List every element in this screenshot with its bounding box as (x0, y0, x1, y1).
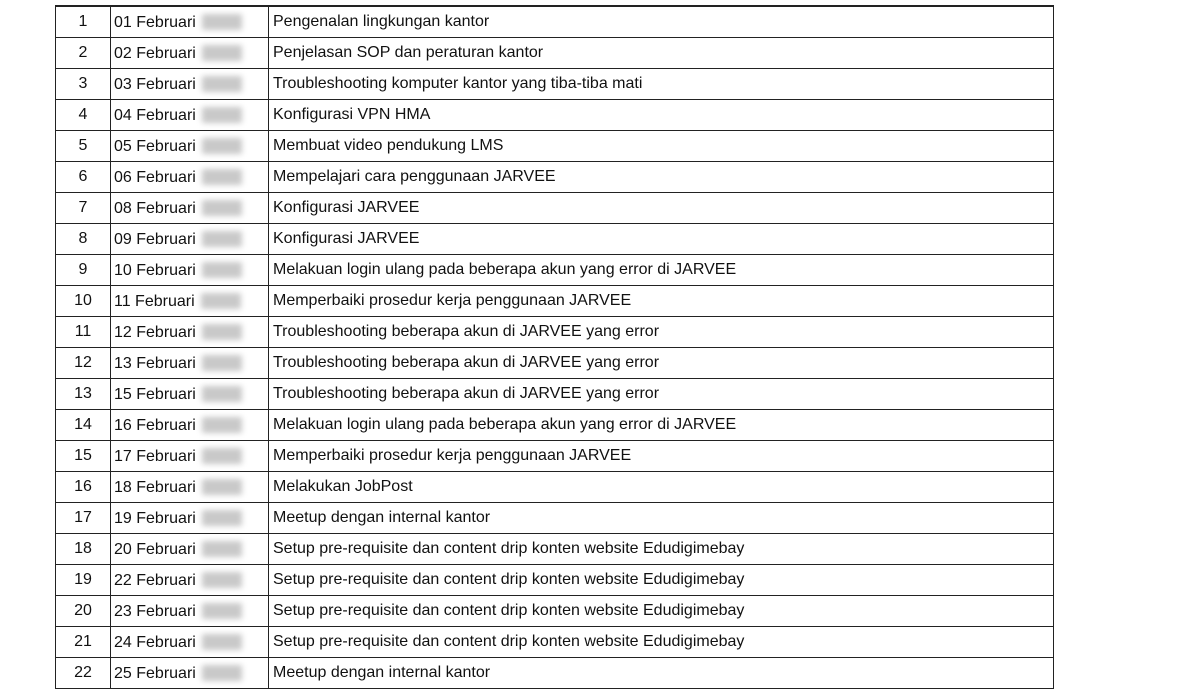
activity-log-sheet (55, 5, 1053, 689)
redacted-year-blur (202, 417, 242, 433)
date-text: 10 Februari (114, 261, 196, 279)
row-number-cell: 9 (56, 255, 111, 286)
redacted-year-blur (202, 479, 242, 495)
row-number-cell: 1 (56, 6, 111, 38)
date-cell (111, 69, 269, 100)
table-row (56, 348, 1054, 379)
row-number-cell: 2 (56, 38, 111, 69)
row-number-cell: 19 (56, 565, 111, 596)
redacted-year-blur (202, 107, 242, 123)
table-row (56, 379, 1054, 410)
activity-cell: Meetup dengan internal kantor (269, 658, 1054, 689)
redacted-year-blur (202, 262, 242, 278)
date-text: 08 Februari (114, 199, 196, 217)
table-row (56, 193, 1054, 224)
table-row (56, 627, 1054, 658)
redacted-year-blur (202, 603, 242, 619)
table-row (56, 441, 1054, 472)
date-cell (111, 38, 269, 69)
row-number-cell: 10 (56, 286, 111, 317)
activity-cell: Memperbaiki prosedur kerja penggunaan JARVEE (269, 286, 1054, 317)
redacted-year-blur (202, 386, 242, 402)
table-row (56, 224, 1054, 255)
redacted-year-blur (202, 138, 242, 154)
date-cell (111, 162, 269, 193)
date-cell (111, 100, 269, 131)
activity-cell: Pengenalan lingkungan kantor (269, 6, 1054, 38)
row-number-cell: 21 (56, 627, 111, 658)
row-number-cell: 12 (56, 348, 111, 379)
redacted-year-blur (202, 14, 242, 30)
date-cell (111, 224, 269, 255)
table-row (56, 6, 1054, 38)
date-cell (111, 348, 269, 379)
date-cell (111, 131, 269, 162)
row-number-cell: 22 (56, 658, 111, 689)
date-text: 06 Februari (114, 168, 196, 186)
redacted-year-blur (202, 45, 242, 61)
date-text: 02 Februari (114, 44, 196, 62)
row-number-cell: 16 (56, 472, 111, 503)
activity-log-body (56, 6, 1054, 689)
date-text: 09 Februari (114, 230, 196, 248)
activity-cell: Membuat video pendukung LMS (269, 131, 1054, 162)
date-text: 03 Februari (114, 75, 196, 93)
activity-cell: Setup pre-requisite dan content drip konten website Edudigimebay (269, 565, 1054, 596)
redacted-year-blur (202, 634, 242, 650)
redacted-year-blur (202, 355, 242, 371)
table-row (56, 317, 1054, 348)
redacted-year-blur (202, 448, 242, 464)
date-text: 05 Februari (114, 137, 196, 155)
table-row (56, 410, 1054, 441)
row-number-cell: 14 (56, 410, 111, 441)
row-number-cell: 3 (56, 69, 111, 100)
activity-cell: Penjelasan SOP dan peraturan kantor (269, 38, 1054, 69)
redacted-year-blur (202, 200, 242, 216)
date-text: 12 Februari (114, 323, 196, 341)
date-text: 16 Februari (114, 416, 196, 434)
row-number-cell: 11 (56, 317, 111, 348)
table-row (56, 472, 1054, 503)
table-row (56, 131, 1054, 162)
date-cell (111, 255, 269, 286)
redacted-year-blur (201, 293, 241, 309)
table-row (56, 100, 1054, 131)
date-cell (111, 441, 269, 472)
row-number-cell: 6 (56, 162, 111, 193)
activity-cell: Meetup dengan internal kantor (269, 503, 1054, 534)
table-row (56, 38, 1054, 69)
table-row (56, 162, 1054, 193)
activity-cell: Melakuan login ulang pada beberapa akun yang error di JARVEE (269, 255, 1054, 286)
date-text: 22 Februari (114, 571, 196, 589)
table-row (56, 534, 1054, 565)
activity-cell: Setup pre-requisite dan content drip konten website Edudigimebay (269, 627, 1054, 658)
date-cell (111, 658, 269, 689)
date-cell (111, 503, 269, 534)
activity-cell: Troubleshooting komputer kantor yang tiba-tiba mati (269, 69, 1054, 100)
date-cell (111, 193, 269, 224)
activity-cell: Mempelajari cara penggunaan JARVEE (269, 162, 1054, 193)
date-text: 17 Februari (114, 447, 196, 465)
redacted-year-blur (202, 324, 242, 340)
table-row (56, 658, 1054, 689)
date-cell (111, 6, 269, 38)
date-cell (111, 627, 269, 658)
date-cell (111, 317, 269, 348)
activity-cell: Konfigurasi VPN HMA (269, 100, 1054, 131)
date-text: 20 Februari (114, 540, 196, 558)
activity-cell: Konfigurasi JARVEE (269, 224, 1054, 255)
redacted-year-blur (202, 231, 242, 247)
date-cell (111, 379, 269, 410)
date-cell (111, 596, 269, 627)
activity-cell: Troubleshooting beberapa akun di JARVEE yang error (269, 348, 1054, 379)
row-number-cell: 8 (56, 224, 111, 255)
date-text: 19 Februari (114, 509, 196, 527)
table-row (56, 565, 1054, 596)
date-cell (111, 286, 269, 317)
date-cell (111, 472, 269, 503)
date-cell (111, 534, 269, 565)
table-row (56, 503, 1054, 534)
redacted-year-blur (202, 76, 242, 92)
row-number-cell: 13 (56, 379, 111, 410)
date-text: 01 Februari (114, 13, 196, 31)
row-number-cell: 18 (56, 534, 111, 565)
date-text: 11 Februari (114, 292, 195, 310)
date-cell (111, 410, 269, 441)
redacted-year-blur (202, 169, 242, 185)
row-number-cell: 17 (56, 503, 111, 534)
activity-log-table (55, 5, 1054, 689)
date-text: 23 Februari (114, 602, 196, 620)
row-number-cell: 5 (56, 131, 111, 162)
date-text: 18 Februari (114, 478, 196, 496)
date-text: 25 Februari (114, 664, 196, 682)
date-text: 15 Februari (114, 385, 196, 403)
activity-cell: Setup pre-requisite dan content drip konten website Edudigimebay (269, 596, 1054, 627)
redacted-year-blur (202, 572, 242, 588)
table-row (56, 286, 1054, 317)
date-text: 04 Februari (114, 106, 196, 124)
row-number-cell: 4 (56, 100, 111, 131)
activity-cell: Troubleshooting beberapa akun di JARVEE yang error (269, 379, 1054, 410)
activity-cell: Setup pre-requisite dan content drip konten website Edudigimebay (269, 534, 1054, 565)
table-row (56, 255, 1054, 286)
activity-cell: Melakuan login ulang pada beberapa akun yang error di JARVEE (269, 410, 1054, 441)
table-row (56, 69, 1054, 100)
row-number-cell: 7 (56, 193, 111, 224)
row-number-cell: 15 (56, 441, 111, 472)
date-text: 24 Februari (114, 633, 196, 651)
redacted-year-blur (202, 541, 242, 557)
activity-cell: Melakukan JobPost (269, 472, 1054, 503)
date-cell (111, 565, 269, 596)
activity-cell: Troubleshooting beberapa akun di JARVEE yang error (269, 317, 1054, 348)
date-text: 13 Februari (114, 354, 196, 372)
table-row (56, 596, 1054, 627)
activity-cell: Konfigurasi JARVEE (269, 193, 1054, 224)
redacted-year-blur (202, 510, 242, 526)
row-number-cell: 20 (56, 596, 111, 627)
activity-cell: Memperbaiki prosedur kerja penggunaan JARVEE (269, 441, 1054, 472)
redacted-year-blur (202, 665, 242, 681)
